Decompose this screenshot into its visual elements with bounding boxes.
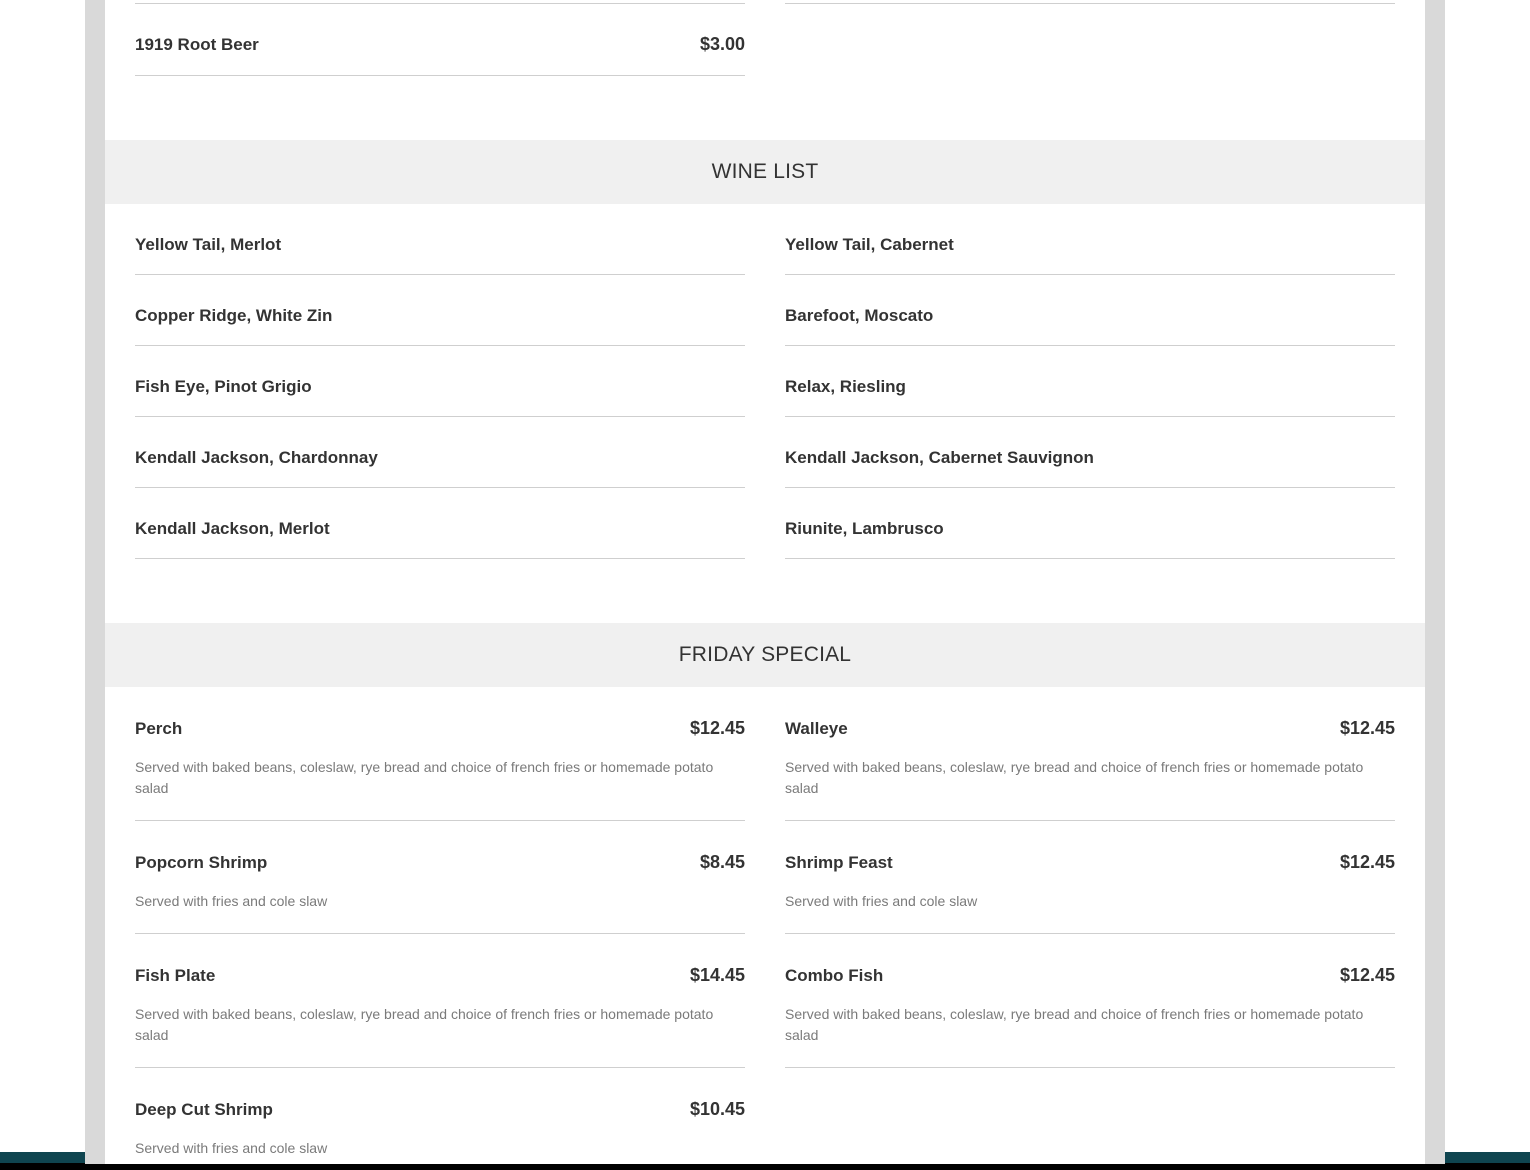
wine-item xyxy=(135,417,745,488)
wine-item xyxy=(135,346,745,417)
item-price: $12.45 xyxy=(689,718,745,738)
wine-item xyxy=(785,488,1395,559)
divider xyxy=(135,558,745,559)
wine-name: Kendall Jackson, Cabernet Sauvignon xyxy=(785,448,1094,467)
item-name: Shrimp Feast xyxy=(785,853,893,872)
special-item-walleye xyxy=(785,687,1395,821)
wine-item xyxy=(785,346,1395,417)
item-name: Fish Plate xyxy=(135,966,216,985)
special-item-deep-cut-shrimp xyxy=(135,1068,745,1164)
section-header-wine-list: WINE LIST xyxy=(105,140,1425,204)
item-name: Walleye xyxy=(785,719,848,738)
footer-edge xyxy=(0,1163,1530,1170)
item-name: 1919 Root Beer xyxy=(135,35,259,54)
special-item-combo-fish xyxy=(785,934,1395,1068)
divider xyxy=(785,1067,1395,1068)
item-description: Served with fries and cole slaw xyxy=(785,893,978,909)
wine-name: Kendall Jackson, Chardonnay xyxy=(135,448,378,467)
item-price: $12.45 xyxy=(1339,718,1395,738)
wine-item xyxy=(785,417,1395,488)
item-description: Served with fries and cole slaw xyxy=(135,893,328,909)
item-price: $12.45 xyxy=(1339,965,1395,985)
wine-name: Yellow Tail, Merlot xyxy=(135,235,282,254)
item-description: Served with baked beans, coleslaw, rye bread and choice of french fries or homemade potato salad xyxy=(785,1006,1364,1043)
item-description: Served with baked beans, coleslaw, rye bread and choice of french fries or homemade potato salad xyxy=(785,759,1364,796)
item-name: Combo Fish xyxy=(785,966,884,985)
item-price: $12.45 xyxy=(1339,852,1395,872)
wine-name: Copper Ridge, White Zin xyxy=(135,306,333,325)
wine-item xyxy=(135,275,745,346)
divider xyxy=(785,3,1395,4)
item-price: $14.45 xyxy=(689,965,745,985)
special-item-fish-plate xyxy=(135,934,745,1068)
item-description: Served with baked beans, coleslaw, rye bread and choice of french fries or homemade potato salad xyxy=(135,1006,714,1043)
divider xyxy=(135,75,745,76)
wine-name: Fish Eye, Pinot Grigio xyxy=(135,377,312,396)
item-price: $3.00 xyxy=(699,34,745,54)
section-header-friday-special: FRIDAY SPECIAL xyxy=(105,623,1425,687)
item-price: $10.45 xyxy=(689,1099,745,1119)
item-description: Served with baked beans, coleslaw, rye bread and choice of french fries or homemade potato salad xyxy=(135,759,714,796)
divider xyxy=(785,558,1395,559)
item-description: Served with fries and cole slaw xyxy=(135,1140,328,1156)
wine-item xyxy=(785,275,1395,346)
wine-name: Barefoot, Moscato xyxy=(785,306,934,325)
wine-name: Relax, Riesling xyxy=(785,377,906,396)
special-item-shrimp-feast xyxy=(785,821,1395,934)
wine-name: Kendall Jackson, Merlot xyxy=(135,519,330,538)
item-name: Popcorn Shrimp xyxy=(135,853,268,872)
special-item-perch xyxy=(135,687,745,821)
menu-sheet xyxy=(105,0,1425,1164)
item-name: Deep Cut Shrimp xyxy=(135,1100,273,1119)
menu-item-root-beer xyxy=(135,0,745,80)
item-price: $8.45 xyxy=(699,852,745,872)
wine-name: Yellow Tail, Cabernet xyxy=(785,235,954,254)
wine-item xyxy=(135,488,745,559)
wine-name: Riunite, Lambrusco xyxy=(785,519,944,538)
item-name: Perch xyxy=(135,719,183,738)
special-item-popcorn-shrimp xyxy=(135,821,745,934)
wine-item xyxy=(785,204,1395,275)
wine-item xyxy=(135,204,745,275)
